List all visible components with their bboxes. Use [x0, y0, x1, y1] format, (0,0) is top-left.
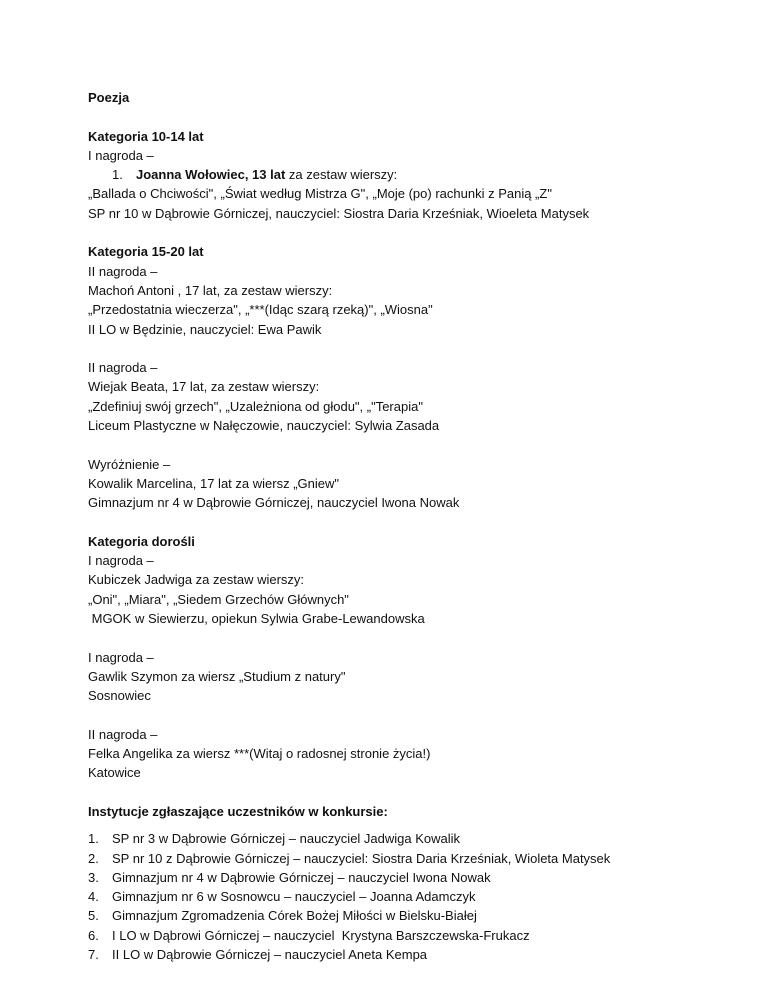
- winner-list-item: [88, 165, 748, 184]
- winner-suffix: za zestaw wierszy:: [285, 167, 398, 183]
- award-entry: [88, 358, 748, 435]
- spacer: [88, 706, 748, 725]
- school-info: Gimnazjum nr 4 w Dąbrowie Górniczej, nauczyciel Iwona Nowak: [88, 495, 460, 511]
- category-heading: Kategoria dorośli: [88, 533, 195, 549]
- category-heading: Kategoria 15-20 lat: [88, 244, 204, 260]
- spacer: [88, 435, 748, 454]
- institutions-list: [88, 829, 748, 964]
- works-list: „Oni", „Miara", „Siedem Grzechów Głównych": [88, 591, 349, 607]
- school-info: II LO w Będzinie, nauczyciel: Ewa Pawik: [88, 321, 322, 337]
- item-number: 2.: [88, 850, 99, 866]
- item-text: Gimnazjum nr 4 w Dąbrowie Górniczej – nauczyciel Iwona Nowak: [112, 869, 491, 885]
- item-number: 6.: [88, 927, 99, 943]
- spacer: [88, 628, 748, 647]
- category-adults: [88, 532, 748, 783]
- list-item: [88, 829, 748, 848]
- school-info: Liceum Plastyczne w Nałęczowie, nauczyciel: Sylwia Zasada: [88, 418, 440, 434]
- category-10-14: [88, 127, 748, 223]
- award-label: II nagroda –: [88, 263, 158, 279]
- award-label: I nagroda –: [88, 553, 154, 569]
- school-info: MGOK w Siewierzu, opiekun Sylwia Grabe-Lewandowska: [88, 611, 425, 627]
- ordered-item: [112, 167, 397, 182]
- item-text: SP nr 3 w Dąbrowie Górniczej – nauczyciel Jadwiga Kowalik: [112, 831, 461, 847]
- document-title: Poezja: [88, 90, 130, 105]
- award-entry: [88, 725, 748, 783]
- category-15-20: [88, 242, 748, 512]
- document-page: [88, 88, 748, 964]
- list-item: [88, 868, 748, 887]
- school-info: Sosnowiec: [88, 688, 151, 704]
- institutions-section: [88, 802, 748, 964]
- person-info: Kubiczek Jadwiga za zestaw wierszy:: [88, 572, 305, 588]
- list-item: [88, 906, 748, 925]
- award-entry: [88, 455, 748, 513]
- item-number: 5.: [88, 908, 99, 924]
- spacer: [88, 339, 748, 358]
- person-info: Gawlik Szymon za wiersz „Studium z natury": [88, 668, 346, 684]
- award-label: Wyróżnienie –: [88, 456, 171, 472]
- item-number: 1.: [88, 831, 99, 847]
- spacer: [88, 821, 748, 829]
- winner-name: Joanna Wołowiec, 13 lat: [136, 167, 286, 183]
- person-info: Machoń Antoni , 17 lat, za zestaw wierszy:: [88, 282, 333, 298]
- category-heading: Kategoria 10-14 lat: [88, 128, 204, 144]
- person-info: Wiejak Beata, 17 lat, za zestaw wierszy:: [88, 379, 320, 395]
- award-label: II nagroda –: [88, 726, 158, 742]
- item-text: Gimnazjum nr 6 w Sosnowcu – nauczyciel – Joanna Adamczyk: [112, 889, 476, 905]
- works-list: „Zdefiniuj swój grzech", „Uzależniona od głodu", „"Terapia": [88, 398, 423, 414]
- item-number: 1.: [112, 167, 123, 183]
- school-info: SP nr 10 w Dąbrowie Górniczej, nauczyciel: Siostra Daria Krześniak, Wioeleta Matysek: [88, 205, 590, 221]
- spacer: [88, 107, 748, 126]
- item-text: Gimnazjum Zgromadzenia Córek Bożej Miłości w Bielsku-Białej: [112, 908, 477, 924]
- list-item: [88, 926, 748, 945]
- list-item: [88, 887, 748, 906]
- item-text: SP nr 10 z Dąbrowie Górniczej – nauczyciel: Siostra Daria Krześniak, Wioleta Matysek: [112, 850, 611, 866]
- award-entry: [88, 648, 748, 706]
- spacer: [88, 223, 748, 242]
- school-info: Katowice: [88, 765, 141, 781]
- award-entry: [88, 551, 748, 628]
- award-label: I nagroda –: [88, 147, 154, 163]
- award-label: I nagroda –: [88, 649, 154, 665]
- person-info: Kowalik Marcelina, 17 lat za wiersz „Gniew": [88, 475, 339, 491]
- item-text: I LO w Dąbrowi Górniczej – nauczyciel Krystyna Barszczewska-Frukacz: [112, 927, 530, 943]
- award-entry: [88, 262, 748, 339]
- section-heading: Instytucje zgłaszające uczestników w konkursie:: [88, 803, 388, 819]
- item-number: 7.: [88, 947, 99, 963]
- item-number: 4.: [88, 889, 99, 905]
- works-list: „Ballada o Chciwości", „Świat według Mistrza G", „Moje (po) rachunki z Panią „Z": [88, 186, 552, 202]
- list-item: [88, 945, 748, 964]
- person-info: Felka Angelika za wiersz ***(Witaj o radosnej stronie życia!): [88, 746, 431, 762]
- list-item: [88, 849, 748, 868]
- spacer: [88, 783, 748, 802]
- item-text: II LO w Dąbrowie Górniczej – nauczyciel Aneta Kempa: [112, 947, 428, 963]
- works-list: „Przedostatnia wieczerza", „***(Idąc szarą rzeką)", „Wiosna": [88, 302, 433, 318]
- item-number: 3.: [88, 869, 99, 885]
- award-label: II nagroda –: [88, 360, 158, 376]
- spacer: [88, 513, 748, 532]
